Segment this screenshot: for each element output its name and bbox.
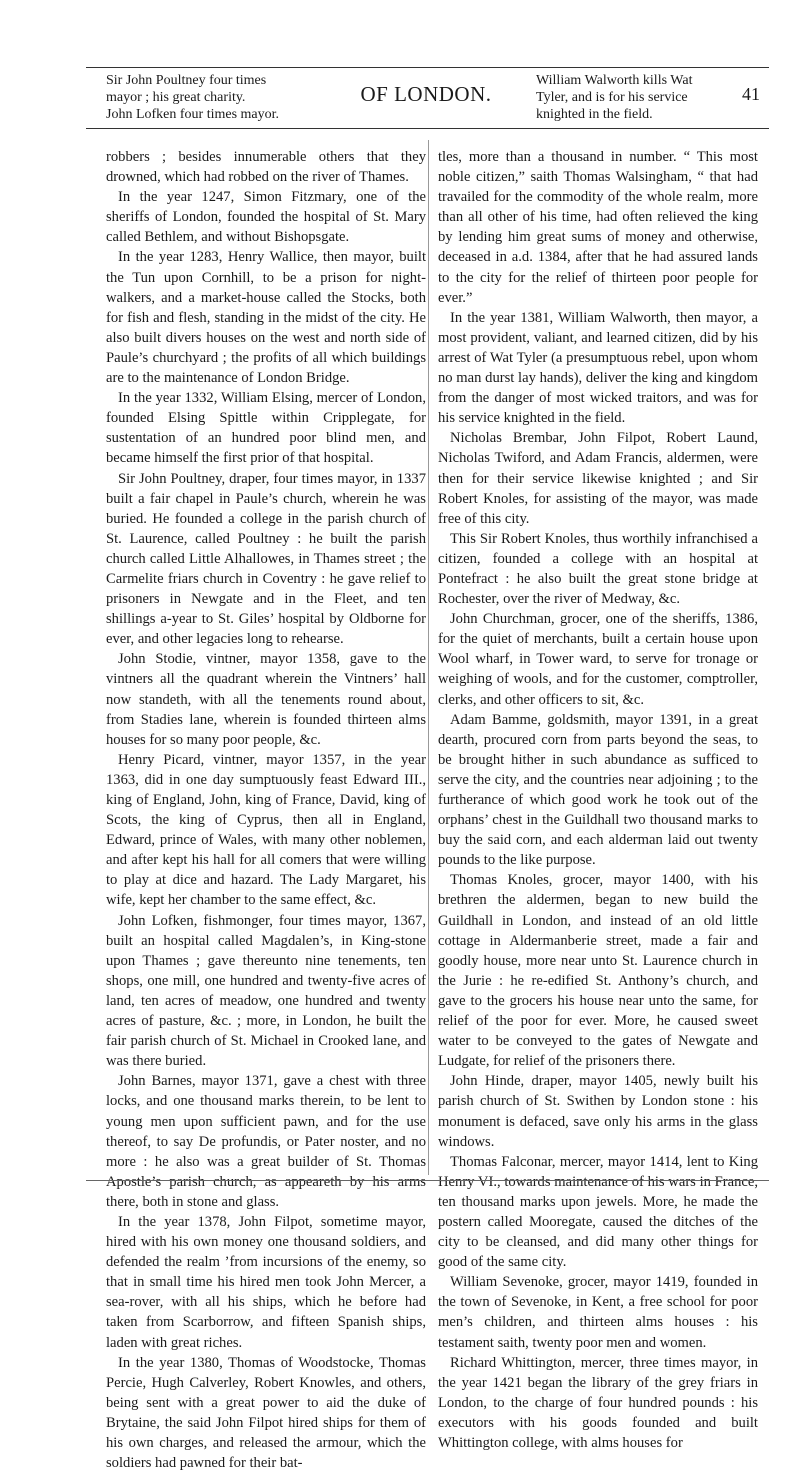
right-note-line: William Walworth kills Wat	[536, 73, 693, 88]
page-number: 41	[742, 84, 760, 104]
paragraph: William Sevenoke, grocer, mayor 1419, founded in the town of Sevenoke, in Kent, a free school for poor men’s children, and thirteen alms houses : his testament saith, twenty poor men and women.	[438, 1274, 758, 1351]
paragraph: In the year 1283, Henry Wallice, then mayor, built the Tun upon Cornhill, to be a prison for night-walkers, and a market-house called the Stocks, both for fish and flesh, standing in the midst of the city. He also built divers houses on the west and north side of Paule’s churchyard ; the profits of all which buildings are to the maintenance of London Bridge.	[106, 249, 426, 387]
paragraph: Nicholas Brembar, John Filpot, Robert Laund, Nicholas Twiford, and Adam Francis, aldermen, were then for their service likewise knighted ; and Sir Robert Knoles, for assisting of the mayor, was made free of this city.	[438, 430, 758, 527]
paragraph: In the year 1380, Thomas of Woodstocke, Thomas Percie, Hugh Calverley, Robert Knowles, and others, being sent with a great power to aid the duke of Brytaine, the said John Filpot hired ships for them of his own charges, and released the armour, which the soldiers had pawned for their bat-	[106, 1354, 426, 1472]
paragraph: John Churchman, grocer, one of the sheriffs, 1386, for the quiet of merchants, built a certain house upon Wool wharf, in Tower ward, to serve for tronage or weighing of wools, and for the customer, comptroller, clerks, and other officers to sit, &c.	[438, 611, 758, 708]
right-note-line: knighted in the field.	[536, 107, 653, 122]
running-title: OF LONDON.	[360, 82, 492, 106]
paragraph: tles, more than a thousand in number. “ This most noble citizen,” saith Thomas Walsingham, “ that had travailed for the commodity of the whole realm, more than all other of his time, had often relieved the king by lending him great sums of money and otherwise, deceased in a.d. 1384, after that he had assured lands to the city for the relief of thirteen poor people for ever.”	[438, 149, 758, 306]
right-note-line: Tyler, and is for his service	[536, 90, 688, 105]
paragraph: In the year 1247, Simon Fitzmary, one of the sheriffs of London, founded the hospital of St. Mary called Bethlem, and without Bishopsgate.	[106, 189, 426, 246]
paragraph: In the year 1378, John Filpot, sometime mayor, hired with his own money one thousand soldiers, and defended the realm ’from incursions of the enemy, so that in small time his hired men took John Mercer, a sea-rover, with all his ships, which he before had taken from Scarborrow, and fifteen Spanish ships, laden with great riches.	[106, 1213, 426, 1351]
paragraph: John Lofken, fishmonger, four times mayor, 1367, built an hospital called Magdalen’s, in King-stone upon Thames ; gave thereunto nine tenements, ten shops, one mill, one hundred and twenty-five acres of land, ten acres of meadow, one hundred and twenty acres of pasture, &c. ; more, in London, he built the fair parish church of St. Michael in Crooked lane, and was there buried.	[106, 912, 426, 1070]
paragraph: This Sir Robert Knoles, thus worthily infranchised a citizen, founded a college with an hospital at Pontefract : he also built the great stone bridge at Rochester, over the river of Medway, &c.	[438, 530, 758, 608]
header-rule	[86, 128, 769, 129]
paragraph: John Hinde, draper, mayor 1405, newly built his parish church of St. Swithen by London stone : his monument is defaced, save only his arms in the glass windows.	[438, 1073, 758, 1150]
paragraph: In the year 1381, William Walworth, then mayor, a most provident, valiant, and learned citizen, did by his arrest of Wat Tyler (a presumptuous rebel, upon whom no man durst lay hands), deliver the king and kingdom from the danger of most wicked traitors, and was for his service knighted in the field.	[438, 309, 758, 427]
column-divider	[428, 140, 429, 1175]
left-note-line: John Lofken four times mayor.	[106, 107, 280, 122]
left-note-line: Sir John Poultney four times	[106, 73, 267, 88]
paragraph: Sir John Poultney, draper, four times mayor, in 1337 built a fair chapel in Paule’s church, wherein he was buried. He founded a college in the parish church of St. Laurence, called Poultney : he built the parish church called Little Alhallowes, in Thames street ; the Carmelite friars church in Coventry : he gave relief to prisoners in Newgate and in the Fleet, and ten shillings a-year to St. Giles’ hospital by Oldborne for ever, and other legacies long to rehearse.	[106, 470, 426, 648]
paragraph: Adam Bamme, goldsmith, mayor 1391, in a great dearth, procured corn from parts beyond the seas, to be brought hither in such abundance as sufficed to serve the city, and the countries near adjoining ; to the furtherance of which good work he took out of the orphans’ chest in the Guildhall two thousand marks to buy the said corn, and each alderman laid out twenty pounds to the like purpose.	[438, 711, 758, 869]
left-note-line: mayor ; his great charity.	[106, 90, 246, 105]
paragraph: In the year 1332, William Elsing, mercer of London, founded Elsing Spittle within Cripplegate, for sustentation of an hundred poor blind men, and became himself the first prior of that hospital.	[106, 390, 426, 467]
paragraph: Henry Picard, vintner, mayor 1357, in the year 1363, did in one day sumptuously feast Edward III., king of England, John, king of France, David, king of Scots, the king of Cyprus, then all in England, Edward, prince of Wales, with many other noblemen, and after kept his hall for all comers that were willing to play at dice and hazard. The Lady Margaret, his wife, kept her chamber to the same effect, &c.	[106, 751, 426, 909]
right-marginal-note	[536, 72, 731, 123]
left-marginal-note	[106, 72, 336, 123]
paragraph: Thomas Falconar, mercer, mayor 1414, lent to King Henry VI., towards maintenance of his wars in France, ten thousand marks upon jewels. More, he made the postern called Mooregate, caused the ditches of the city to be cleansed, and did many other things for good of the same city.	[438, 1153, 758, 1271]
running-header	[106, 72, 766, 126]
top-rule	[86, 67, 769, 68]
paragraph: John Barnes, mayor 1371, gave a chest with three locks, and one thousand marks therein, to be lent to young men upon sufficient pawn, and for the use thereof, to say De profundis, or Pater noster, and no more : he also was a great builder of St. Thomas Apostle’s parish church, as appeareth by his arms there, both in stone and glass.	[106, 1073, 426, 1210]
paragraph: Richard Whittington, mercer, three times mayor, in the year 1421 began the library of the grey friars in London, to the charge of four hundred pounds : his executors with his goods founded and built Whittington college, with alms houses for	[438, 1354, 758, 1451]
bottom-rule	[86, 1180, 769, 1181]
paragraph: John Stodie, vintner, mayor 1358, gave to the vintners all the quadrant wherein the Vintners’ hall now standeth, with all the tenements round about, from Stadies lane, wherein is founded thirteen alms houses for so many poor people, &c.	[106, 651, 426, 748]
left-text-column	[106, 147, 426, 1473]
paragraph: robbers ; besides innumerable others that they drowned, which had robbed on the river of Thames.	[106, 149, 426, 186]
right-text-column	[438, 147, 758, 1453]
paragraph: Thomas Knoles, grocer, mayor 1400, with his brethren the aldermen, began to new build the Guildhall in London, and instead of an old little cottage in Aldermanberie street, made a fair and goodly house, more near unto St. Laurence church in the Jurie : he re-edified St. Anthony’s church, and gave to the grocers his house near unto the same, for relief of the poor for ever. More, he caused sweet water to be conveyed to the gates of Newgate and Ludgate, for relief of the prisoners there.	[438, 872, 758, 1070]
